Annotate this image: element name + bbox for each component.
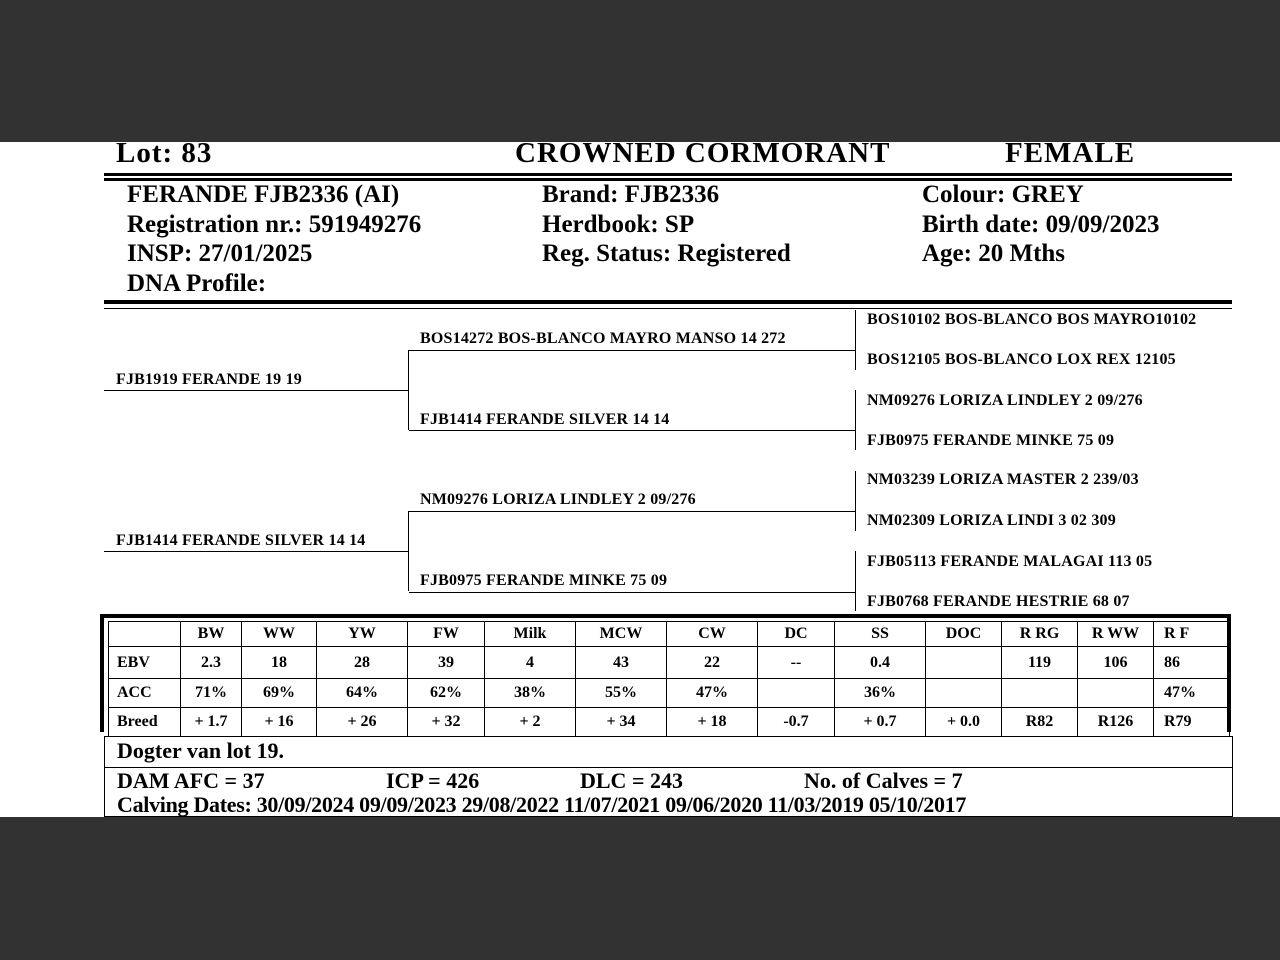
- dam-afc: DAM AFC = 37: [117, 768, 265, 793]
- age: Age: 20 Mths: [922, 240, 1066, 267]
- ebv-cell: --: [758, 647, 835, 679]
- ebv-col-header: DC: [758, 622, 835, 647]
- pedigree-g3-5: NM03239 LORIZA MASTER 2 239/03: [867, 471, 1139, 488]
- calving-dates: Calving Dates: 30/09/2024 09/09/2023 29/08/2022 11/07/2021 09/06/2020 11/03/2019 05/10/2017: [117, 792, 967, 817]
- acc-cell: 38%: [485, 679, 576, 708]
- info-rule-2: [104, 308, 1232, 309]
- brand: Brand: FJB2336: [542, 181, 720, 208]
- pedigree-sire-sire: BOS14272 BOS-BLANCO MAYRO MANSO 14 272: [420, 330, 786, 347]
- ebv-col-header: SS: [835, 622, 926, 647]
- breed-cell: + 16: [242, 708, 317, 737]
- breed-cell: + 18: [667, 708, 758, 737]
- acc-cell: [758, 679, 835, 708]
- acc-cell: 47%: [1154, 679, 1230, 708]
- acc-cell: 64%: [317, 679, 408, 708]
- acc-cell: 55%: [576, 679, 667, 708]
- pedigree-g3-6: NM02309 LORIZA LINDI 3 02 309: [867, 512, 1116, 529]
- acc-cell: [926, 679, 1002, 708]
- pedigree-dam-sire: NM09276 LORIZA LINDLEY 2 09/276: [420, 491, 696, 508]
- registration-status: Reg. Status: Registered: [542, 240, 791, 267]
- ebv-header-row: [109, 622, 1230, 647]
- ebv-cell: 0.4: [835, 647, 926, 679]
- breed-cell: R126: [1078, 708, 1154, 737]
- dlc: DLC = 243: [580, 768, 683, 793]
- icp: ICP = 426: [386, 768, 480, 793]
- breed-cell: + 2: [485, 708, 576, 737]
- ebv-cell: 106: [1078, 647, 1154, 679]
- pedigree-g3-8: FJB0768 FERANDE HESTRIE 68 07: [867, 593, 1130, 610]
- ebv-cell: 119: [1002, 647, 1078, 679]
- breed-cell: + 34: [576, 708, 667, 737]
- acc-cell: 71%: [181, 679, 242, 708]
- registration-number: Registration nr.: 591949276: [127, 210, 422, 238]
- breed-cell: + 32: [408, 708, 485, 737]
- ebv-row-label: EBV: [109, 647, 181, 679]
- lot-catalogue-page: [0, 142, 1280, 817]
- animal-info-left: [127, 180, 421, 298]
- breed-cell: -0.7: [758, 708, 835, 737]
- breed-title: CROWNED CORMORANT: [515, 142, 891, 169]
- inspection-date: INSP: 27/01/2025: [127, 240, 313, 267]
- acc-cell: 62%: [408, 679, 485, 708]
- ebv-cell: [926, 647, 1002, 679]
- dam-stats-box: [104, 767, 1233, 817]
- ebv-col-header: CW: [667, 622, 758, 647]
- number-of-calves: No. of Calves = 7: [804, 768, 963, 793]
- ebv-col-header: BW: [181, 622, 242, 647]
- breed-cell: + 0.0: [926, 708, 1002, 737]
- pedigree-g3-3: NM09276 LORIZA LINDLEY 2 09/276: [867, 392, 1143, 409]
- pedigree-g3-2: BOS12105 BOS-BLANCO LOX REX 12105: [867, 351, 1176, 368]
- ebv-corner: [109, 622, 181, 647]
- acc-cell: 47%: [667, 679, 758, 708]
- breed-cell: R79: [1154, 708, 1230, 737]
- pedigree-dam-dam: FJB0975 FERANDE MINKE 75 09: [420, 572, 668, 589]
- animal-name: FERANDE FJB2336 (AI): [127, 181, 400, 208]
- remark-text: Dogter van lot 19.: [117, 738, 285, 763]
- breed-cell: R82: [1002, 708, 1078, 737]
- ebv-col-header: MCW: [576, 622, 667, 647]
- pedigree-g3-1: BOS10102 BOS-BLANCO BOS MAYRO10102: [867, 311, 1197, 328]
- ebv-cell: 43: [576, 647, 667, 679]
- ebv-col-header: R WW: [1078, 622, 1154, 647]
- animal-info-right: [922, 180, 1160, 269]
- ebv-col-header: WW: [242, 622, 317, 647]
- breed-cell: + 1.7: [181, 708, 242, 737]
- ebv-cell: 39: [408, 647, 485, 679]
- acc-cell: 69%: [242, 679, 317, 708]
- pedigree-g3-4: FJB0975 FERANDE MINKE 75 09: [867, 432, 1115, 449]
- pedigree-dam: FJB1414 FERANDE SILVER 14 14: [116, 532, 366, 549]
- ebv-row: [109, 647, 1230, 679]
- ebv-col-header: YW: [317, 622, 408, 647]
- ebv-col-header: FW: [408, 622, 485, 647]
- acc-cell: [1078, 679, 1154, 708]
- dna-profile: DNA Profile:: [127, 269, 267, 297]
- acc-cell: 36%: [835, 679, 926, 708]
- ebv-cell: 18: [242, 647, 317, 679]
- breed-cell: + 26: [317, 708, 408, 737]
- breed-row: [109, 708, 1230, 737]
- birth-date: Birth date: 09/09/2023: [922, 210, 1160, 238]
- animal-info-middle: [542, 180, 791, 269]
- ebv-col-header: R RG: [1002, 622, 1078, 647]
- ebv-cell: 28: [317, 647, 408, 679]
- info-rule: [104, 300, 1232, 304]
- ebv-table: [108, 621, 1230, 737]
- ebv-cell: 4: [485, 647, 576, 679]
- ebv-cell: 2.3: [181, 647, 242, 679]
- ebv-cell: 22: [667, 647, 758, 679]
- pedigree-g3-7: FJB05113 FERANDE MALAGAI 113 05: [867, 553, 1153, 570]
- herdbook: Herdbook: SP: [542, 210, 695, 238]
- lot-number: Lot: 83: [116, 142, 213, 169]
- sex-label: FEMALE: [1005, 142, 1136, 169]
- breed-cell: + 0.7: [835, 708, 926, 737]
- acc-row-label: ACC: [109, 679, 181, 708]
- ebv-col-header: DOC: [926, 622, 1002, 647]
- pedigree-sire-dam: FJB1414 FERANDE SILVER 14 14: [420, 411, 670, 428]
- pedigree-sire: FJB1919 FERANDE 19 19: [116, 371, 302, 388]
- ebv-col-header: Milk: [485, 622, 576, 647]
- acc-cell: [1002, 679, 1078, 708]
- breed-row-label: Breed: [109, 708, 181, 737]
- acc-row: [109, 679, 1230, 708]
- ebv-col-header: R F: [1154, 622, 1230, 647]
- colour: Colour: GREY: [922, 181, 1084, 208]
- remark-box: [104, 736, 1233, 768]
- ebv-cell: 86: [1154, 647, 1230, 679]
- header-rule: [104, 173, 1232, 176]
